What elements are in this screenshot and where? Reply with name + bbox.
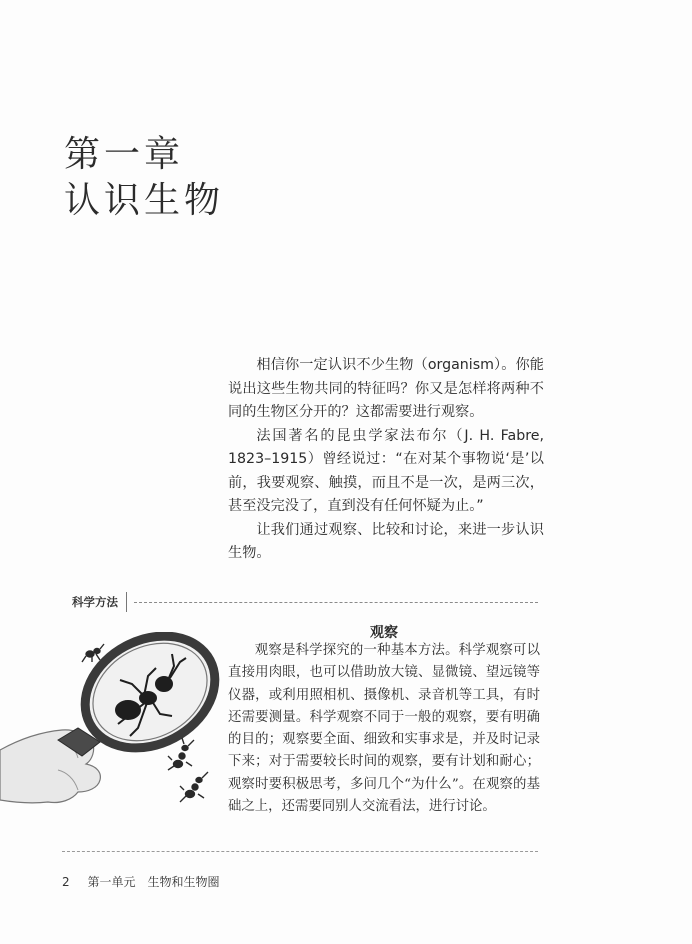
observation-heading: 观察 (370, 625, 398, 641)
chapter-number: 第一章 (64, 134, 185, 175)
intro-paragraph: 法国著名的昆虫学家法布尔（J. H. Fabre, 1823–1915）曾经说过：“在对某个事物说‘是’以前，我要观察、触摸，而且不是一次，是两三次，甚至没完没了，直到没有任何怀疑为止。” (228, 427, 544, 514)
intro-text (228, 354, 544, 566)
dashed-divider (62, 851, 538, 852)
page-footer (62, 873, 219, 890)
science-method-banner (62, 592, 538, 612)
unit-title: 第一单元 生物和生物圈 (87, 875, 220, 889)
dashed-divider (134, 602, 538, 603)
intro-paragraph: 相信你一定认识不少生物（organism）。你能说出这些生物共同的特征吗？你又是怎样将两种不同的生物区分开的？这都需要进行观察。 (228, 357, 544, 420)
page-number: 2 (62, 875, 70, 889)
science-method-label: 科学方法 (62, 592, 127, 612)
intro-paragraph: 让我们通过观察、比较和讨论，来进一步认识生物。 (228, 521, 544, 561)
magnifier-ant-illustration (0, 632, 230, 822)
observation-text (228, 640, 540, 818)
chapter-heading (64, 132, 224, 224)
chapter-title: 认识生物 (64, 180, 225, 221)
ant-icon (180, 772, 208, 802)
observation-paragraph: 观察是科学探究的一种基本方法。科学观察可以直接用肉眼，也可以借助放大镜、显微镜、望远镜等仪器，或利用照相机、摄像机、录音机等工具，有时还需要测量。科学观察不同于一般的观察，要有明确的目的；观察要全面、细致和实事求是，并及时记录下来；对于需要较长时间的观察，要有计划和耐心；观察时要积极思考，多问几个“为什么”。在观察的基础之上，还需要同别人交流看法，进行讨论。 (228, 643, 540, 815)
